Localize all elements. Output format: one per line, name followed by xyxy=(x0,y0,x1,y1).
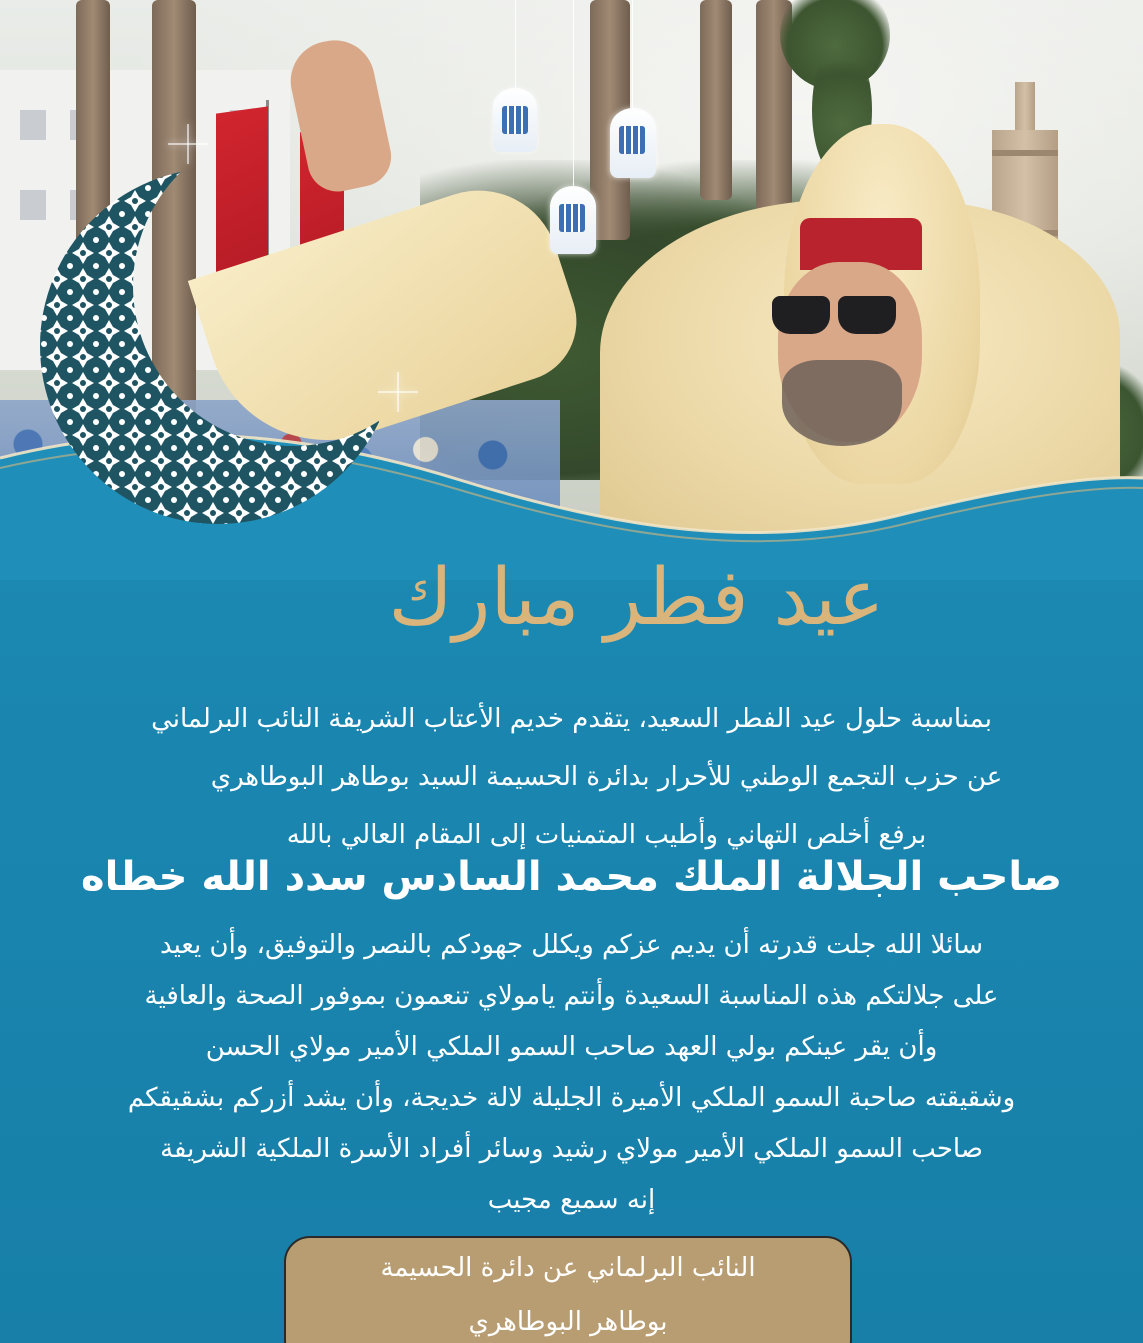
prayer-paragraph xyxy=(20,920,1123,1226)
signature-role: النائب البرلماني عن دائرة الحسيمة xyxy=(380,1253,756,1283)
lantern-icon xyxy=(610,108,656,178)
eid-title: عيد فطر مبارك xyxy=(388,553,885,643)
king-title-line: صاحب الجلالة الملك محمد السادس سدد الله خطاه xyxy=(80,854,1063,900)
palm-trunk xyxy=(700,0,732,200)
signature-box xyxy=(284,1236,852,1343)
sparkle-icon xyxy=(378,372,418,412)
prayer-line: على جلالتكم هذه المناسبة السعيدة وأنتم يامولاي تنعمون بموفور الصحة والعافية xyxy=(144,981,999,1011)
lantern-string xyxy=(632,0,633,112)
minaret-spire xyxy=(1015,82,1035,132)
lantern-icon xyxy=(550,186,596,254)
lantern-icon xyxy=(493,88,537,152)
sunglasses xyxy=(772,296,900,336)
intro-line: بمناسبة حلول عيد الفطر السعيد، يتقدم خديم الأعتاب الشريفة النائب البرلماني xyxy=(151,704,992,734)
signature-name: بوطاهر البوطاهري xyxy=(468,1307,668,1337)
intro-line: برفع أخلص التهاني وأطيب المتمنيات إلى المقام العالي بالله xyxy=(286,820,927,850)
intro-line: عن حزب التجمع الوطني للأحرار بدائرة الحسيمة السيد بوطاهر البوطاهري xyxy=(210,762,1003,792)
prayer-line: وشقيقته صاحبة السمو الملكي الأميرة الجليلة لالة خديجة، وأن يشد أزركم بشقيقكم xyxy=(127,1083,1016,1113)
minaret-band xyxy=(992,150,1058,156)
intro-paragraph xyxy=(20,690,1123,864)
prayer-line: وأن يقر عينكم بولي العهد صاحب السمو الملكي الأمير مولاي الحسن xyxy=(205,1032,938,1062)
prayer-line: سائلا الله جلت قدرته أن يديم عزكم ويكلل جهودكم بالنصر والتوفيق، وأن يعيد xyxy=(159,930,984,960)
lantern-string xyxy=(573,0,574,188)
lantern-string xyxy=(515,0,516,92)
prayer-line: إنه سميع مجيب xyxy=(487,1185,656,1215)
crescent-moon-icon xyxy=(18,136,418,536)
sparkle-icon xyxy=(168,124,208,164)
prayer-line: صاحب السمو الملكي الأمير مولاي رشيد وسائر أفراد الأسرة الملكية الشريفة xyxy=(160,1134,983,1164)
